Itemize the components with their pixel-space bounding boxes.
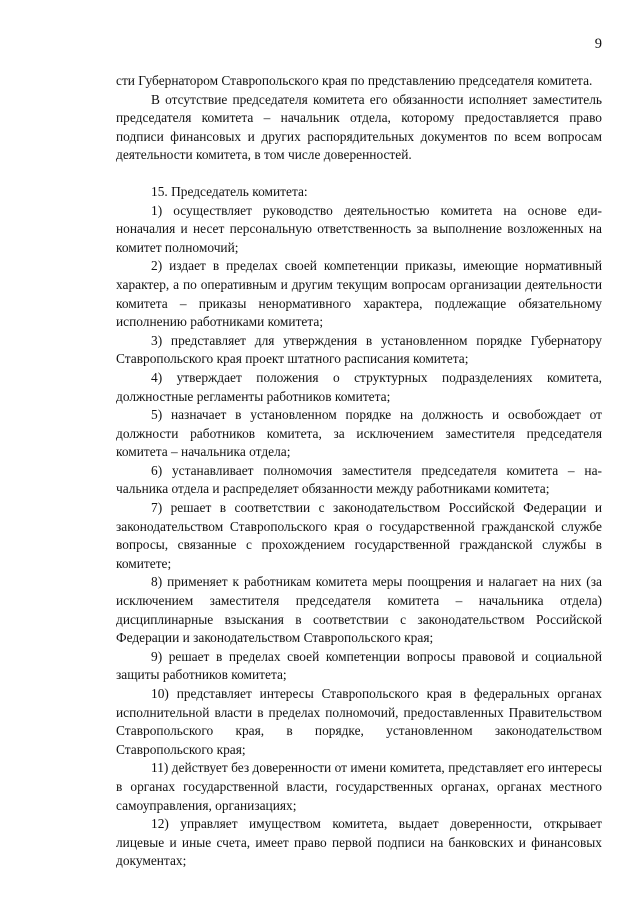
list-item-10: 10) представляет интересы Ставропольского края в федеральных органах исполнительной власти в пределах полномочий, предоставленных Правительством Ставропольского края, в порядке, установленном законодательством Ставропольского края; <box>116 686 602 757</box>
list-item-4: 4) утверждает положения о структурных подразделениях комитета, должностные регламенты работников комитета; <box>116 369 602 404</box>
list-item-6: 6) устанавливает полномочия заместителя председателя комитета – начальника отдела и распределяет обязанности между работниками комитета; <box>116 462 602 497</box>
list-item-9: 9) решает в пределах своей компетенции вопросы правовой и социальной защиты работников комитета; <box>116 648 602 683</box>
list-item-5: 5) назначает в установленном порядке на должность и освобождает от должности работников комитета, за исключением заместителя председателя комитета – начальника отдела; <box>116 407 602 460</box>
paragraph-deputy-duties: В отсутствие председателя комитета его обязанности исполняет заместитель председателя комитета – начальник отдела, которому предоставляется право подписи финансовых и других распорядительных документов по всем вопросам деятельности комитета, в том числе доверенностей. <box>116 91 602 163</box>
list-item-1: 1) осуществляет руководство деятельностью комитета на основе единоначалия и несет персональную ответственность за выполнение возложенных на комитет полномочий; <box>116 202 602 255</box>
section-15-heading: 15. Председатель комитета: <box>151 183 308 199</box>
list-item-8: 8) применяет к работникам комитета меры поощрения и налагает на них (за исключением заместителя председателя комитета – начальника отдела) дисциплинарные взыскания в соответствии с законодательством Российской Федерации и законодательством Ставропольского края; <box>116 574 602 646</box>
paragraph-continuation: сти Губернатором Ставропольского края по представлению председателя комитета. <box>116 73 593 88</box>
list-item-2: 2) издает в пределах своей компетенции приказы, имеющие нормативный характер, а по оперативным и другим текущим вопросам организации деятельности комитета – приказы ненормативного характера, подлежащие обязательному исполнению работниками комитета; <box>116 258 602 330</box>
list-item-12: 12) управляет имуществом комитета, выдает доверенности, открывает лицевые и иные счета, имеет право первой подписи на банковских и финансовых документах; <box>116 816 602 869</box>
list-item-7: 7) решает в соответствии с законодательством Российской Федерации и законодательством Ставропольского края о государственной гражданской службе вопросы, связанные с прохождением государственной гражданской службы в комитете; <box>116 500 602 571</box>
list-item-3: 3) представляет для утверждения в установленном порядке Губернатору Ставропольского края проект штатного расписания комитета; <box>116 332 602 367</box>
page-number: 9 <box>594 36 602 52</box>
list-item-11: 11) действует без доверенности от имени комитета, представляет его интересы в органах государственной власти, государственных органах, органах местного самоуправления, организациях; <box>116 760 602 813</box>
document-body <box>116 72 602 871</box>
